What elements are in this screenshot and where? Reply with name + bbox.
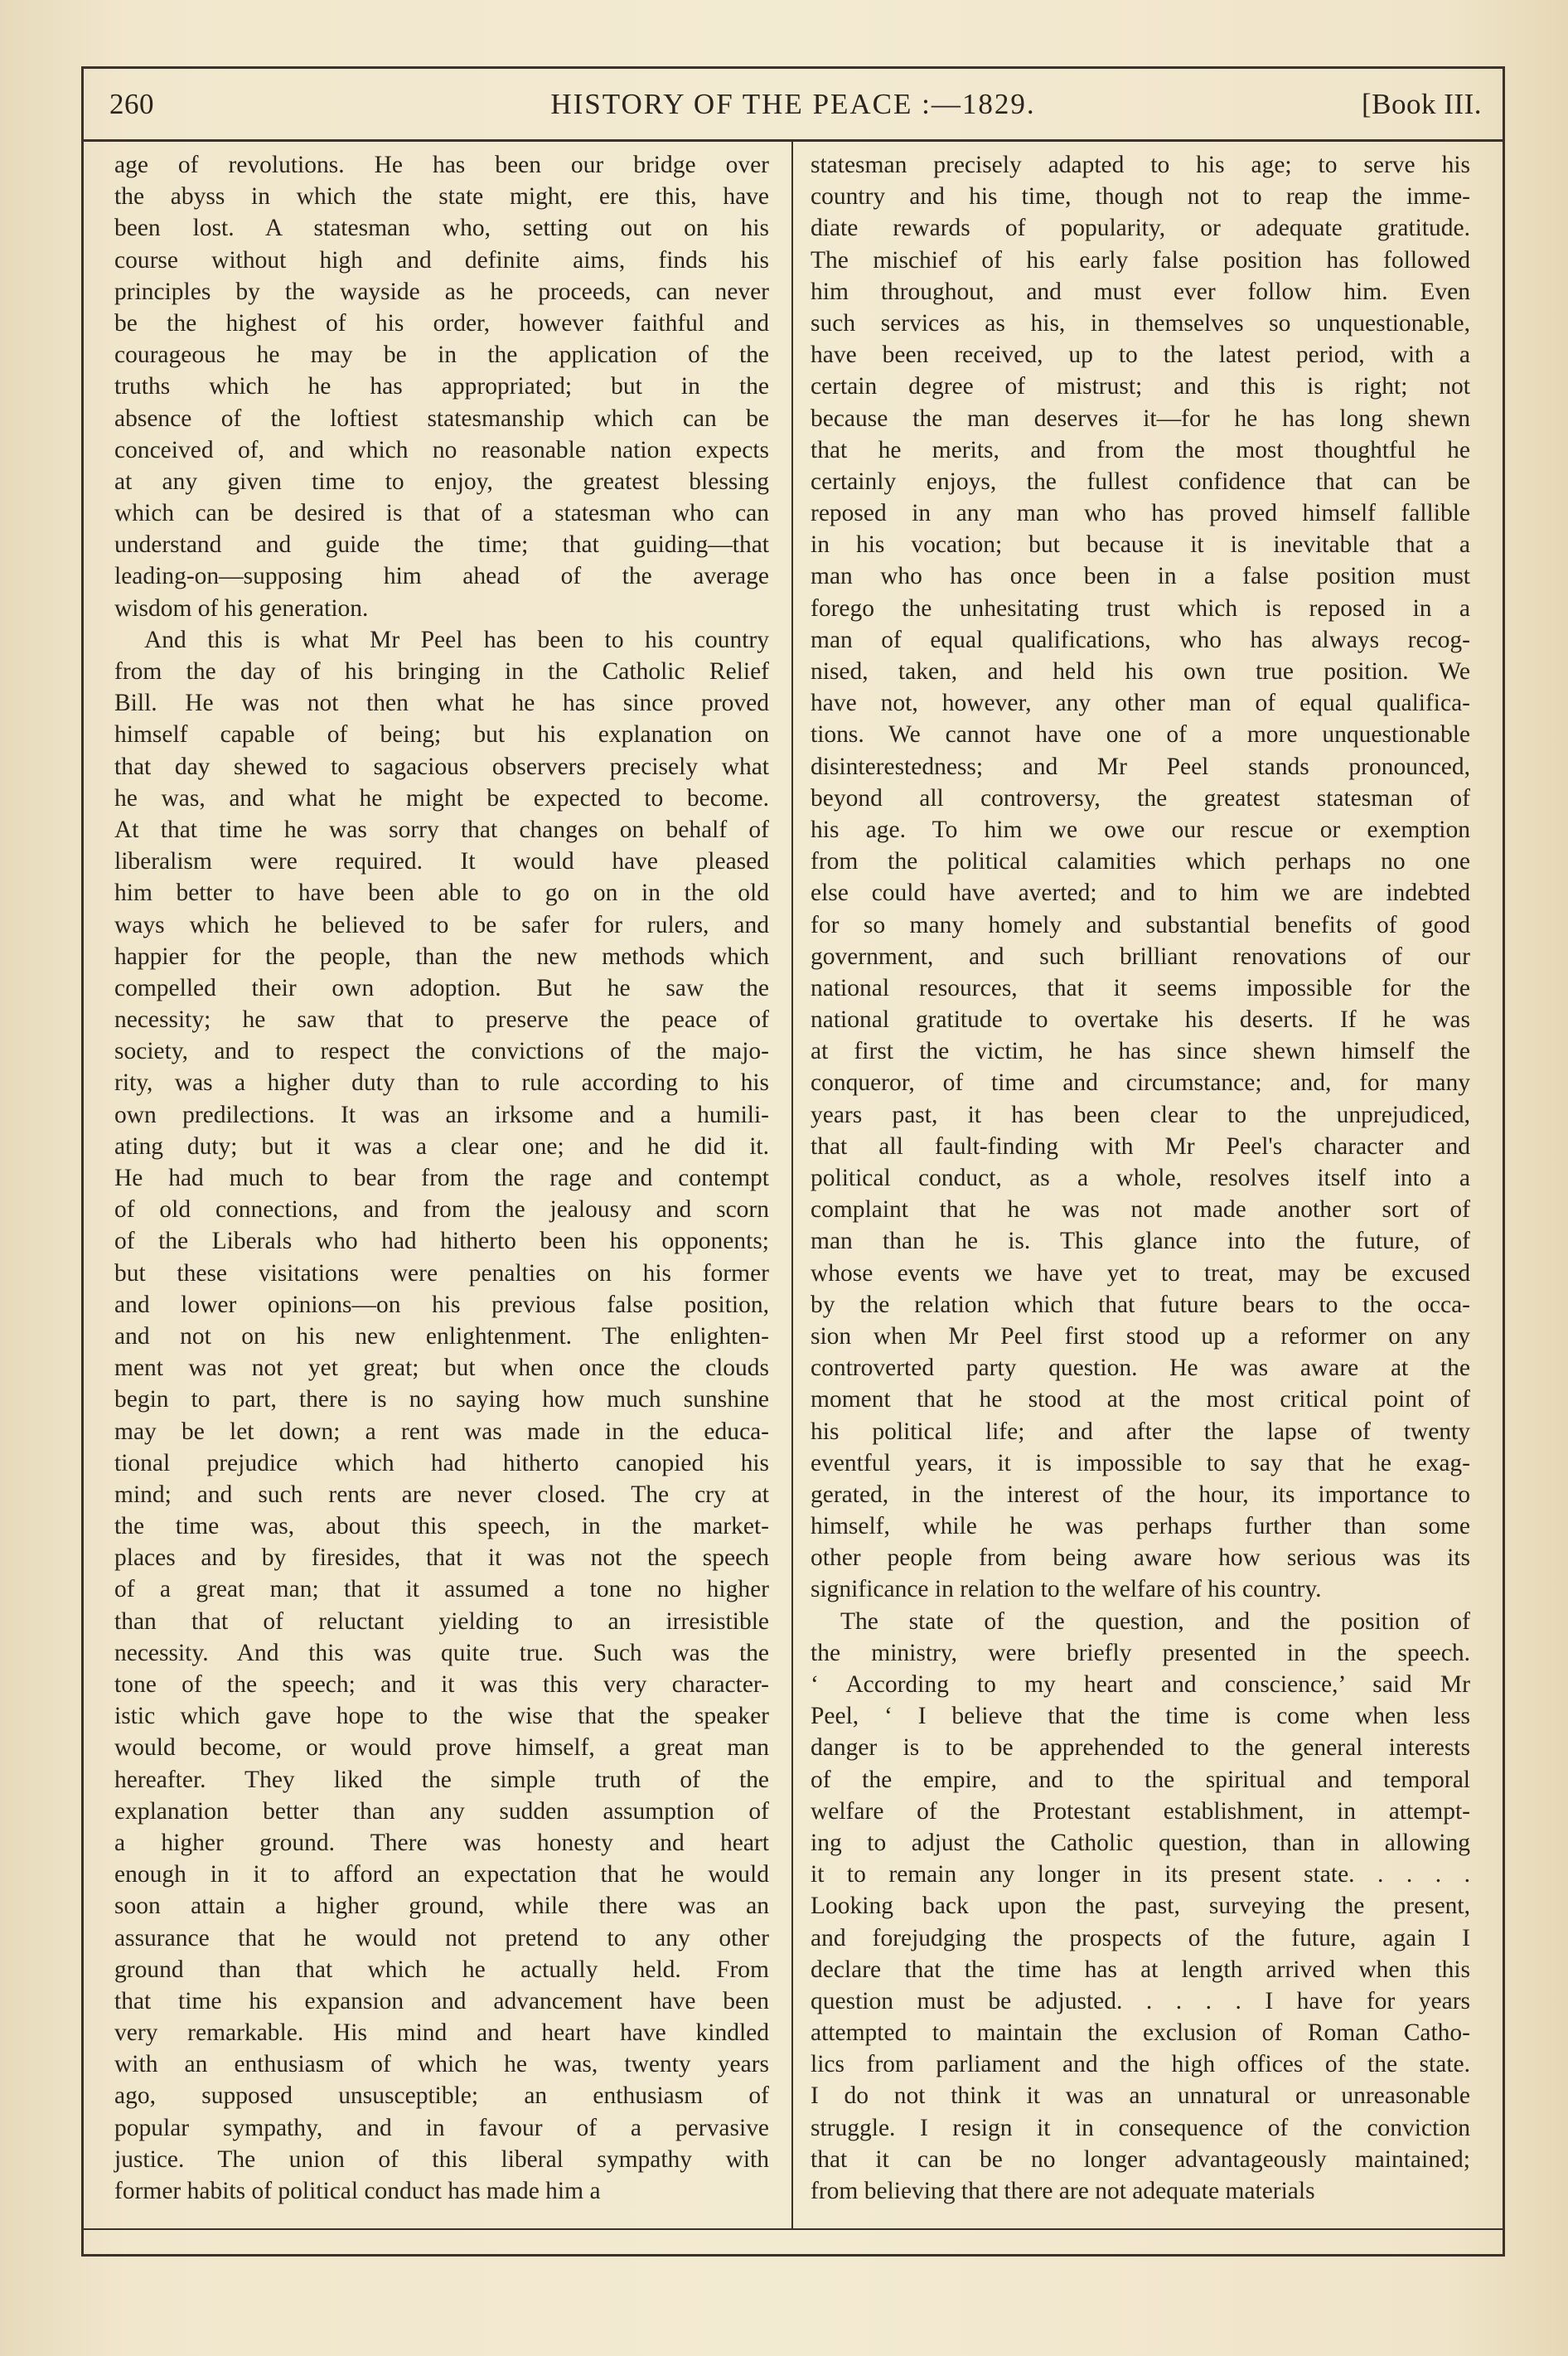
text-line: I do not think it was an unnatural or unreasonable <box>811 2082 1470 2110</box>
text-line: but these visitations were penalties on his former <box>114 1259 769 1287</box>
text-line: necessity; he saw that to preserve the peace of <box>114 1006 769 1034</box>
text-line: understand and guide the time; that guiding—that <box>114 531 769 559</box>
text-line: former habits of political conduct has made him a <box>114 2178 601 2204</box>
text-line: Peel, ‘ I believe that the time is come when less <box>811 1703 1470 1730</box>
text-line: at any given time to enjoy, the greatest blessing <box>114 468 769 495</box>
text-line: ment was not yet great; but when once the clouds <box>114 1355 769 1382</box>
text-line: places and by firesides, that it was not the speech <box>114 1544 769 1572</box>
text-line: enough in it to afford an expectation that he would <box>114 1861 769 1888</box>
text-line: wisdom of his generation. <box>114 594 369 622</box>
text-line: reposed in any man who has proved himself fallible <box>811 500 1470 527</box>
text-line: gerated, in the interest of the hour, its importance to <box>811 1481 1470 1508</box>
text-line: attempted to maintain the exclusion of Roman Catho- <box>811 2019 1470 2047</box>
text-line: eventful years, it is impossible to say that he exag- <box>811 1449 1470 1476</box>
text-line: truths which he has appropriated; but in the <box>114 373 769 400</box>
book-marker: [Book III. <box>1362 88 1482 120</box>
text-line: sion when Mr Peel first stood up a reformer on any <box>811 1322 1470 1350</box>
text-line: leading-on—supposing him ahead of the average <box>114 563 769 590</box>
running-title: HISTORY OF THE PEACE :—1829. <box>550 88 1036 120</box>
text-line: have not, however, any other man of equal qualifica- <box>811 690 1470 717</box>
text-line: forego the unhesitating trust which is reposed in a <box>811 594 1470 622</box>
text-line: Bill. He was not then what he has since proved <box>114 690 769 717</box>
text-line: in his vocation; but because it is inevitable that a <box>811 531 1470 559</box>
text-line: whose events we have yet to treat, may be excused <box>811 1259 1470 1287</box>
text-line: danger is to be apprehended to the general interests <box>811 1734 1470 1762</box>
text-line: justice. The union of this liberal sympathy with <box>114 2145 769 2173</box>
text-line: of the Liberals who had hitherto been his opponents; <box>114 1228 769 1255</box>
text-line: him better to have been able to go on in the old <box>114 880 769 907</box>
text-line: struggle. I resign it in consequence of the conviction <box>811 2114 1470 2141</box>
text-line: government, and such brilliant renovations of our <box>811 943 1470 970</box>
text-line: age of revolutions. He has been our bridge over <box>114 152 769 178</box>
text-line: and forejudging the prospects of the future, again I <box>811 1924 1470 1951</box>
text-line: Looking back upon the past, surveying the present, <box>811 1893 1470 1920</box>
text-line: from believing that there are not adequate materials <box>811 2178 1315 2204</box>
page-number: 260 <box>109 88 154 120</box>
text-line: soon attain a higher ground, while there was an <box>114 1893 769 1920</box>
text-line: society, and to respect the convictions of the majo- <box>114 1038 769 1065</box>
text-line: The mischief of his early false position has followed <box>811 246 1470 274</box>
text-line: certainly enjoys, the fullest confidence that can be <box>811 468 1470 495</box>
text-line: and lower opinions—on his previous false position, <box>114 1291 769 1318</box>
text-line: that time his expansion and advancement have been <box>114 1987 769 2014</box>
text-line: of a great man; that it assumed a tone no higher <box>114 1576 769 1603</box>
text-line: begin to part, there is no saying how much sunshine <box>114 1386 769 1413</box>
text-line: of the empire, and to the spiritual and temporal <box>811 1766 1470 1793</box>
text-line: his age. To him we owe our rescue or exemption <box>811 816 1470 843</box>
text-line: that all fault-finding with Mr Peel's character and <box>811 1132 1470 1160</box>
text-line: absence of the loftiest statesmanship which can be <box>114 405 769 432</box>
text-line: question must be adjusted. . . . . I have for years <box>811 1987 1470 2014</box>
text-line: it to remain any longer in its present state. . . . . <box>811 1861 1470 1888</box>
text-line: very remarkable. His mind and heart have kindled <box>114 2019 769 2047</box>
column-divider <box>791 139 793 2228</box>
text-line: man than he is. This glance into the future, of <box>811 1228 1470 1255</box>
text-line: himself capable of being; but his explanation on <box>114 721 769 749</box>
text-line: popular sympathy, and in favour of a pervasive <box>114 2114 769 2141</box>
text-line: else could have averted; and to him we are indebted <box>811 880 1470 907</box>
text-line: significance in relation to the welfare of his country. <box>811 1576 1322 1603</box>
text-line: nised, taken, and held his own true position. We <box>811 658 1470 685</box>
text-line: statesman precisely adapted to his age; to serve his <box>811 152 1470 178</box>
text-line: compelled their own adoption. But he saw the <box>114 974 769 1001</box>
text-line: diate rewards of popularity, or adequate gratitude. <box>811 215 1470 242</box>
text-line: mind; and such rents are never closed. The cry at <box>114 1481 769 1508</box>
text-line: complaint that he was not made another sort of <box>811 1196 1470 1224</box>
text-line: man who has once been in a false position must <box>811 563 1470 590</box>
text-line: necessity. And this was quite true. Such was the <box>114 1639 769 1666</box>
text-line: ing to adjust the Catholic question, than in allowing <box>811 1829 1470 1856</box>
text-line: courageous he may be in the application of the <box>114 342 769 369</box>
text-line: principles by the wayside as he proceeds, can never <box>114 278 769 305</box>
text-line: happier for the people, than the new methods which <box>114 943 769 970</box>
right-column <box>811 149 1470 2207</box>
text-line: that day shewed to sagacious observers precisely what <box>114 753 769 780</box>
text-line: rity, was a higher duty than to rule according to his <box>114 1069 769 1097</box>
text-line: own predilections. It was an irksome and a humili- <box>114 1101 769 1128</box>
text-line: of old connections, and from the jealousy and scorn <box>114 1196 769 1224</box>
text-line: beyond all controversy, the greatest statesman of <box>811 784 1470 812</box>
header-rule <box>81 139 1505 142</box>
text-line: tional prejudice which had hitherto canopied his <box>114 1449 769 1476</box>
text-line: have been received, up to the latest period, with a <box>811 342 1470 369</box>
text-line: at first the victim, he has since shewn himself the <box>811 1038 1470 1065</box>
text-line: declare that the time has at length arrived when this <box>811 1956 1470 1983</box>
text-line: hereafter. They liked the simple truth of the <box>114 1766 769 1793</box>
text-line: At that time he was sorry that changes on behalf of <box>114 816 769 843</box>
text-line: such services as his, in themselves so unquestionable, <box>811 309 1470 337</box>
left-column <box>114 149 769 2207</box>
text-line: would become, or would prove himself, a great man <box>114 1734 769 1762</box>
text-line: than that of reluctant yielding to an irresistible <box>114 1607 769 1635</box>
text-line: tions. We cannot have one of a more unquestionable <box>811 721 1470 749</box>
text-line: that it can be no longer advantageously maintained; <box>811 2145 1470 2173</box>
text-line: liberalism were required. It would have pleased <box>114 848 769 875</box>
text-line: from the day of his bringing in the Catholic Relief <box>114 658 769 685</box>
text-line: with an enthusiasm of which he was, twenty years <box>114 2051 769 2078</box>
text-line: controverted party question. He was aware at the <box>811 1355 1470 1382</box>
text-line: ways which he believed to be safer for rulers, and <box>114 911 769 938</box>
text-line: certain degree of mistrust; and this is right; not <box>811 373 1470 400</box>
text-line: welfare of the Protestant establishment, in attempt- <box>811 1797 1470 1825</box>
text-line: a higher ground. There was honesty and heart <box>114 1829 769 1856</box>
text-line: istic which gave hope to the wise that the speaker <box>114 1703 769 1730</box>
text-line: the ministry, were briefly presented in the speech. <box>811 1639 1470 1666</box>
text-line: his political life; and after the lapse of twenty <box>811 1418 1470 1445</box>
text-line: explanation better than any sudden assumption of <box>114 1797 769 1825</box>
text-line: him throughout, and must ever follow him. Even <box>811 278 1470 305</box>
text-line: ago, supposed unsusceptible; an enthusiasm of <box>114 2082 769 2110</box>
text-line: that he merits, and from the most thoughtful he <box>811 436 1470 463</box>
text-line: disinterestedness; and Mr Peel stands pronounced, <box>811 753 1470 780</box>
text-line: country and his time, though not to reap the imme- <box>811 183 1470 211</box>
text-line: may be let down; a rent was made in the educa- <box>114 1418 769 1445</box>
text-line: for so many homely and substantial benefits of good <box>811 911 1470 938</box>
text-line: ‘ According to my heart and conscience,’ said Mr <box>811 1671 1470 1698</box>
text-line: tone of the speech; and it was this very character- <box>114 1671 769 1698</box>
text-line: national gratitude to overtake his deserts. If he was <box>811 1006 1470 1034</box>
text-line: He had much to bear from the rage and contempt <box>114 1165 769 1191</box>
text-line: because the man deserves it—for he has long shewn <box>811 405 1470 432</box>
text-line: he was, and what he might be expected to become. <box>114 784 769 812</box>
text-line: be the highest of his order, however faithful and <box>114 309 769 337</box>
text-line: other people from being aware how serious was its <box>811 1544 1470 1572</box>
text-line: years past, it has been clear to the unprejudiced, <box>811 1101 1470 1128</box>
text-line: the time was, about this speech, in the market- <box>114 1513 769 1540</box>
text-line: political conduct, as a whole, resolves itself into a <box>811 1165 1470 1191</box>
text-line: which can be desired is that of a statesman who can <box>114 500 769 527</box>
text-line: course without high and definite aims, finds his <box>114 246 769 274</box>
text-line: assurance that he would not pretend to any other <box>114 1924 769 1951</box>
text-line: ground than that which he actually held. From <box>114 1956 769 1983</box>
text-line: conqueror, of time and circumstance; and, for many <box>811 1069 1470 1097</box>
text-line: himself, while he was perhaps further than some <box>811 1513 1470 1540</box>
text-line: And this is what Mr Peel has been to his country <box>144 626 769 653</box>
text-line: moment that he stood at the most critical point of <box>811 1386 1470 1413</box>
running-header <box>81 80 1505 139</box>
text-line: been lost. A statesman who, setting out on his <box>114 215 769 242</box>
text-line: national resources, that it seems impossible for the <box>811 974 1470 1001</box>
text-line: man of equal qualifications, who has always recog- <box>811 626 1470 653</box>
text-line: the abyss in which the state might, ere this, have <box>114 183 769 211</box>
text-line: lics from parliament and the high offices of the state. <box>811 2051 1470 2078</box>
text-line: ating duty; but it was a clear one; and he did it. <box>114 1132 769 1160</box>
text-line: The state of the question, and the position of <box>840 1607 1470 1635</box>
text-line: from the political calamities which perhaps no one <box>811 848 1470 875</box>
text-line: by the relation which that future bears to the occa- <box>811 1291 1470 1318</box>
text-line: conceived of, and which no reasonable nation expects <box>114 436 769 463</box>
text-line: and not on his new enlightenment. The enlighten- <box>114 1322 769 1350</box>
bottom-rule <box>81 2228 1505 2230</box>
